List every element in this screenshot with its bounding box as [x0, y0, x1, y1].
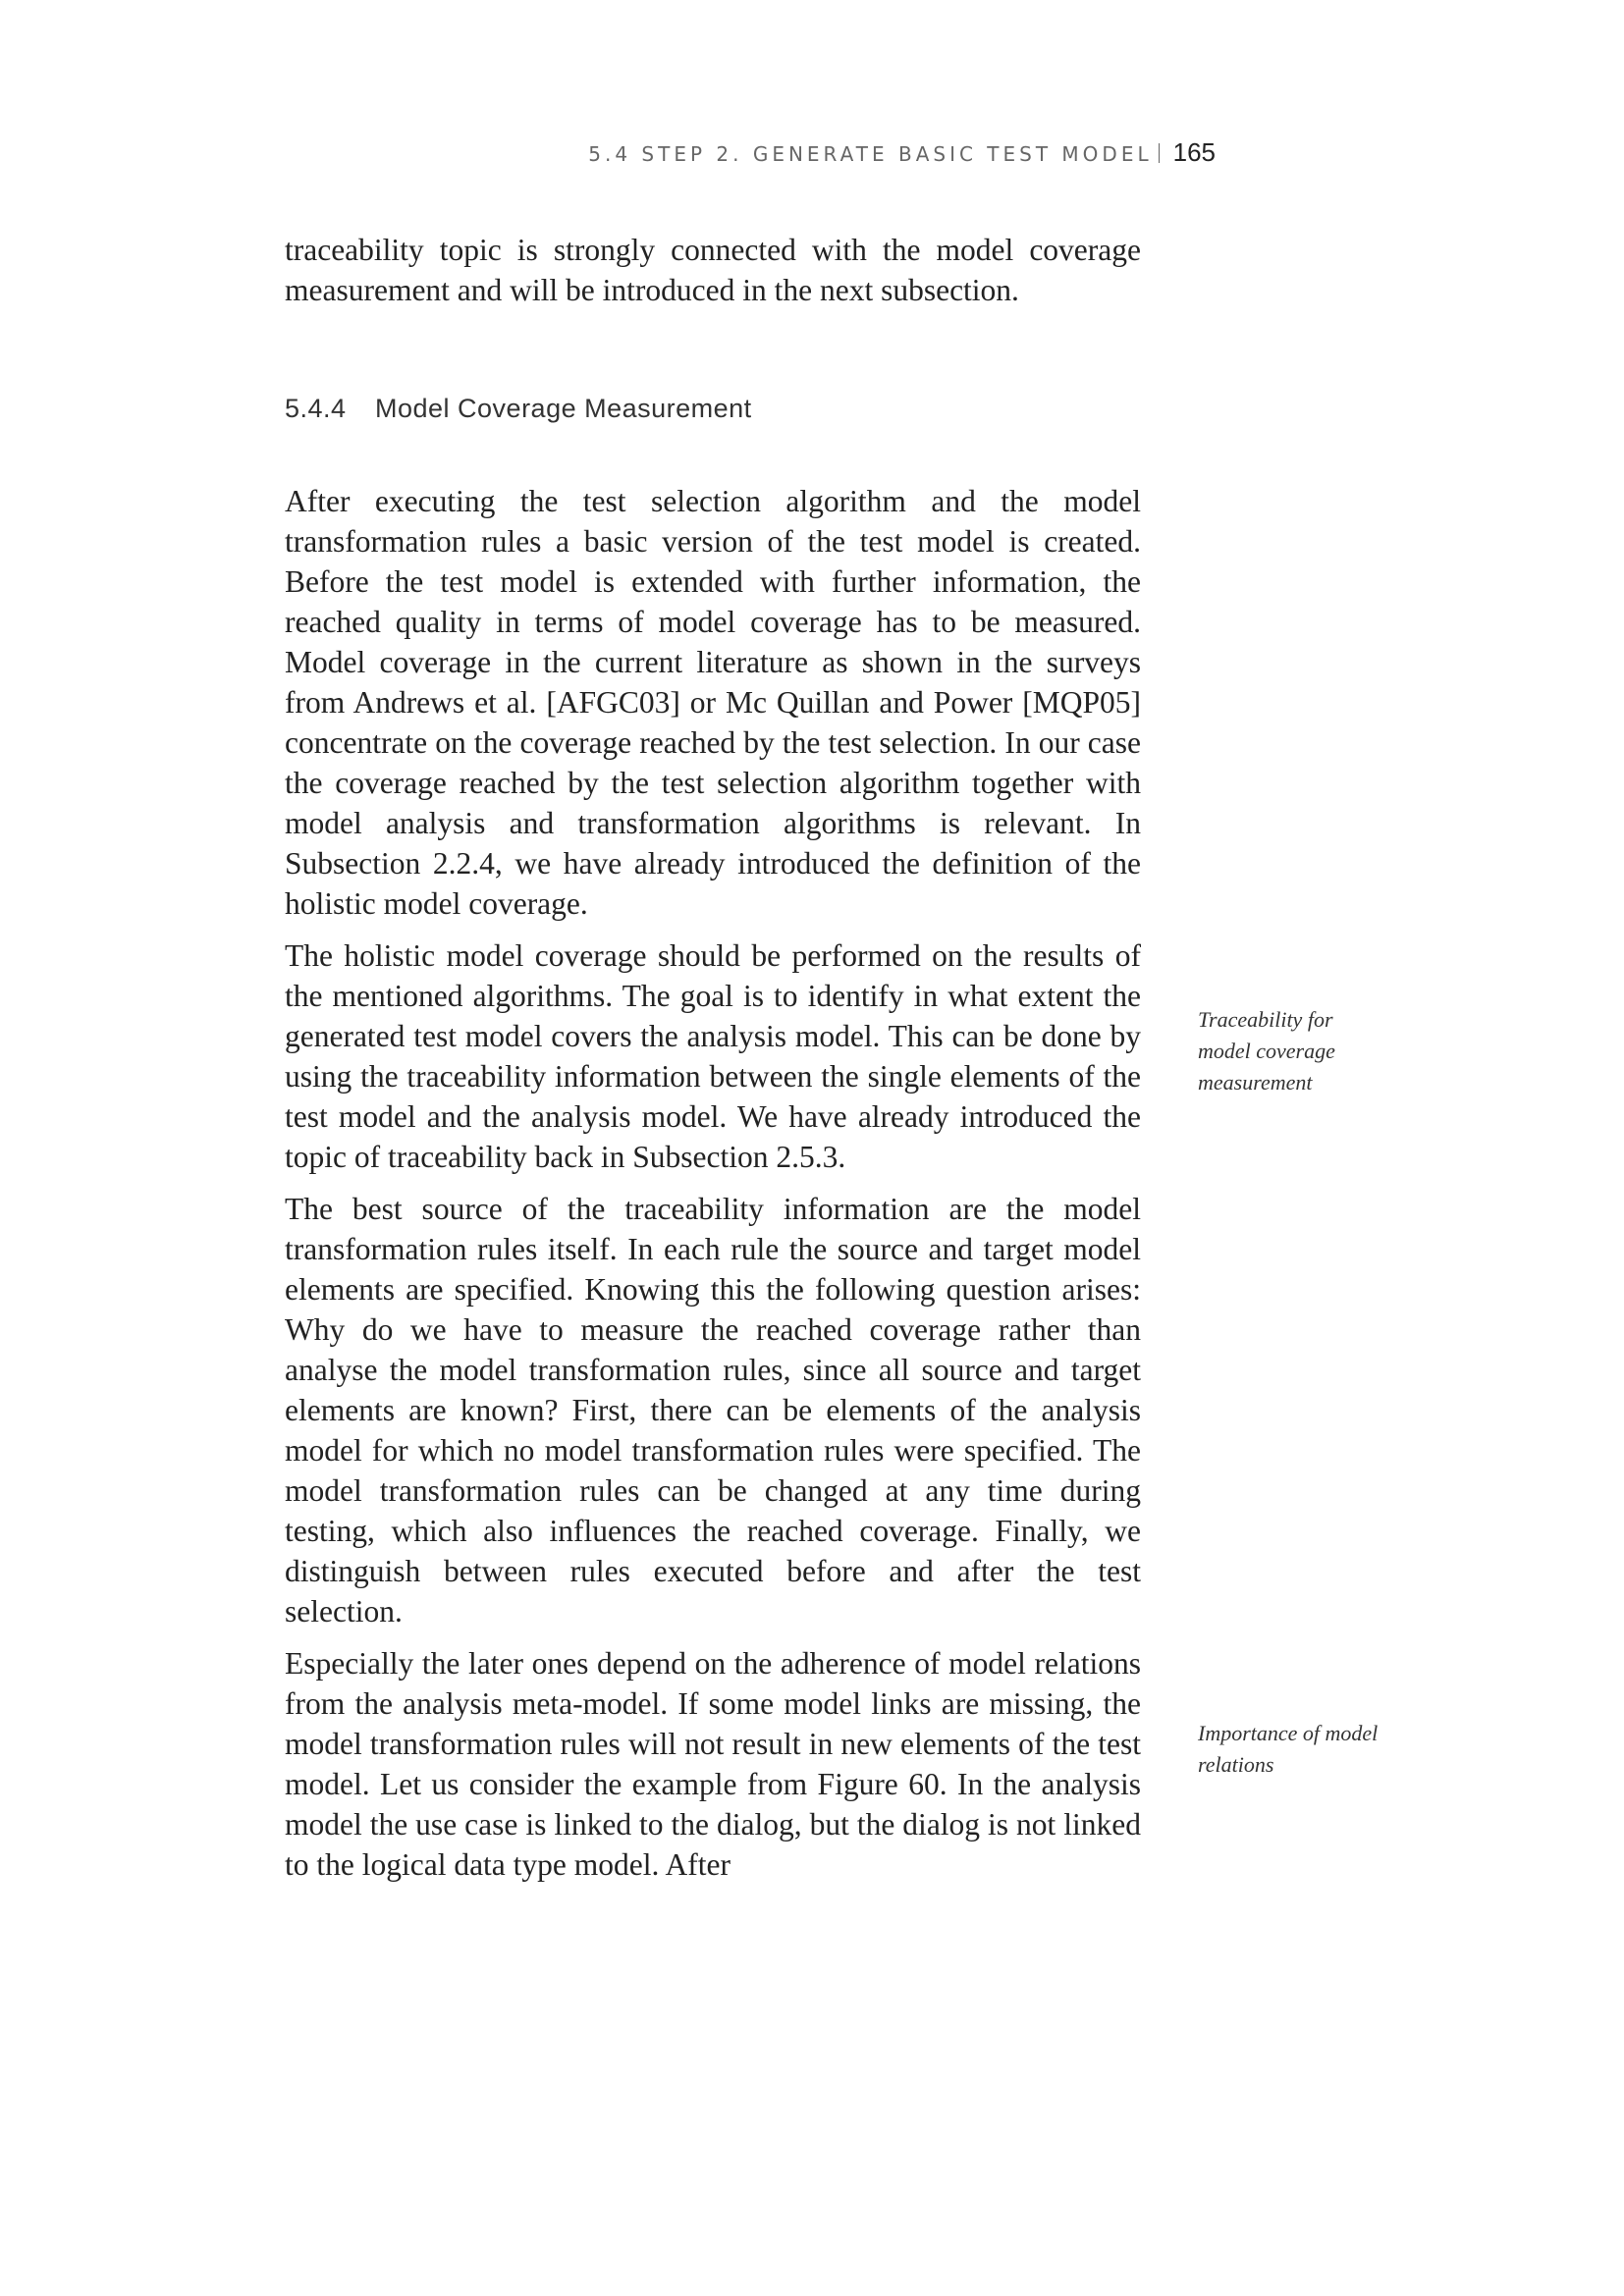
paragraph-holistic-coverage: The holistic model coverage should be performed on the results of the mentioned algorithms. The goal is to identify in what extent the generated test model covers the analysis model. This can be done by using the traceability information between the single elements of the test model and the analysis model. We have already introduced the topic of traceability back in Subsection 2.5.3.: [285, 938, 1141, 1174]
margin-note-line: Importance of model: [1198, 1721, 1379, 1745]
margin-note-model-relations: [1198, 1718, 1434, 1781]
margin-note-line: relations: [1198, 1752, 1274, 1777]
margin-note-line: Traceability for: [1198, 1007, 1333, 1032]
margin-note-traceability: [1198, 1004, 1434, 1098]
page-number: 165: [1172, 137, 1216, 167]
margin-note-line: measurement: [1198, 1070, 1313, 1095]
paragraph-continuation: traceability topic is strongly connected with the model coverage measurement and will be introduced in the next subsection.: [285, 233, 1141, 307]
paragraph-coverage-intro: After executing the test selection algorithm and the model transformation rules a basic version of the test model is created. Before the test model is extended with further information, the reached quality in terms of model coverage has to be measured. Model coverage in the current literature as shown in the surveys from Andrews et al. [AFGC03] or Mc Quillan and Power [MQP05] concentrate on the coverage reached by the test selection. In our case the coverage reached by the test selection algorithm together with model analysis and transformation algorithms is relevant. In Subsection 2.2.4, we have already introduced the definition of the holistic model coverage.: [285, 484, 1141, 921]
running-title: 5.4 STEP 2. GENERATE BASIC TEST MODEL: [588, 142, 1153, 166]
main-text-column: [285, 230, 1141, 1896]
header-separator: [1159, 143, 1160, 163]
section-heading: [285, 391, 1141, 426]
paragraph-traceability-source: The best source of the traceability information are the model transformation rules itself. In each rule the source and target model elements are specified. Knowing this the following question arises: Why do we have to measure the reached coverage rather than analyse the model transformation rules, since all source and target elements are known? First, there can be elements of the analysis model for which no model transformation rules were specified. The model transformation rules can be changed at any time during testing, which also influences the reached coverage. Finally, we distinguish between rules executed before and after the test selection.: [285, 1192, 1141, 1629]
margin-note-line: model coverage: [1198, 1039, 1335, 1063]
section-title: Model Coverage Measurement: [375, 394, 752, 423]
running-header: [285, 137, 1216, 168]
section-number: 5.4.4: [285, 394, 347, 423]
paragraph-model-relations: Especially the later ones depend on the adherence of model relations from the analysis meta-model. If some model links are missing, the model transformation rules will not result in new elements of the test model. Let us consider the example from Figure 60. In the analysis model the use case is linked to the dialog, but the dialog is not linked to the logical data type model. After: [285, 1646, 1141, 1882]
